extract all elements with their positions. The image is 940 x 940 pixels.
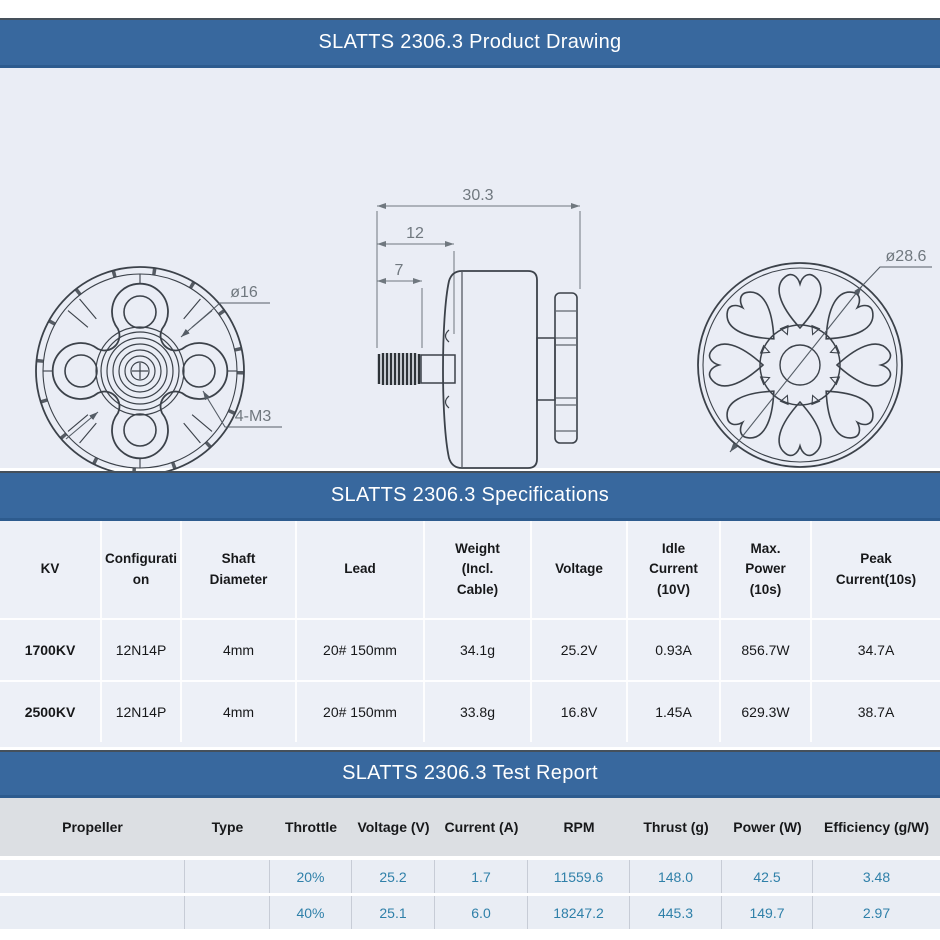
test-value-efficiency-g-w: 2.97 [862,904,891,921]
test-report-banner [0,750,940,798]
test-row-2 [0,896,940,929]
specifications-table [0,521,940,747]
test-value-rpm: 18247.2 [528,896,630,929]
test-report-table [0,798,940,932]
spec-row-2500kv [0,680,940,742]
spec-col-max-power-10s: Max. Power (10s) [721,521,812,618]
test-value-current-a: 1.7 [435,860,528,893]
test-value-voltage-v: 25.2 [352,860,435,893]
test-col-current-a: Current (A) [444,818,519,835]
test-col-thrust-g: Thrust (g) [643,818,709,835]
spec-header-row [0,521,940,618]
test-value-type [185,896,270,929]
test-value-throttle: 40% [270,896,352,929]
spec-value-lead: 20# 150mm [297,620,425,680]
product-drawing-area [0,68,940,468]
spec-col-voltage: Voltage [532,521,628,618]
test-value-current-a: 6.0 [435,896,528,929]
front-bolt-label: 4-M3 [234,408,272,425]
test-col-power-w: Power (W) [733,818,802,835]
test-header-row [0,798,940,856]
test-value-throttle: 20% [270,860,352,893]
test-col-propeller: Propeller [62,818,123,835]
test-col-rpm: RPM [563,818,595,835]
test-col-type: Type [211,818,244,835]
rear-view-drawing [678,240,940,500]
side-dim-shaft: 7 [394,262,404,279]
spec-value-peak-current-10s: 38.7A [857,704,895,720]
test-value-power-w: 149.7 [722,896,813,929]
test-col-throttle: Throttle [284,818,338,835]
front-view-drawing [20,251,290,491]
test-value-rpm: 11559.6 [528,860,630,893]
spec-col-configuration: Configuration [102,521,182,618]
spec-col-lead: Lead [297,521,425,618]
spec-value-max-power-10s: 856.7W [721,620,812,680]
spec-row-1700kv [0,618,940,680]
specifications-banner [0,471,940,521]
test-value-efficiency-g-w: 3.48 [862,868,891,885]
side-dim-total: 30.3 [462,187,494,204]
test-value-thrust-g: 148.0 [630,860,722,893]
spec-value-shaft-diameter: 4mm [182,682,297,742]
test-value-thrust-g: 445.3 [630,896,722,929]
spec-col-idle-current-10v: Idle Current (10V) [628,521,721,618]
spec-value-lead: 20# 150mm [297,682,425,742]
spec-value-configuration: 12N14P [102,620,182,680]
spec-value-voltage: 25.2V [532,620,628,680]
spec-value-kv: 1700KV [0,620,102,680]
spec-col-peak-current-10s: Peak Current(10s) [835,551,917,587]
test-value-power-w: 42.5 [722,860,813,893]
specifications-title: SLATTS 2306.3 Specifications [330,484,610,506]
test-value-type [185,860,270,893]
spec-value-shaft-diameter: 4mm [182,620,297,680]
test-value-propeller [0,896,185,929]
spec-value-max-power-10s: 629.3W [721,682,812,742]
spec-value-idle-current-10v: 1.45A [628,682,721,742]
front-diameter-label: ø16 [230,284,258,301]
spec-value-idle-current-10v: 0.93A [628,620,721,680]
spec-value-peak-current-10s: 34.7A [857,642,895,658]
test-report-title: SLATTS 2306.3 Test Report [342,762,598,784]
test-col-efficiency-g-w: Efficiency (g/W) [823,818,929,835]
side-view-drawing [358,186,593,478]
product-drawing-banner [0,18,940,68]
test-col-voltage-v: Voltage (V) [357,818,430,835]
test-value-voltage-v: 25.1 [352,896,435,929]
spec-value-weight-incl-cable: 33.8g [425,682,532,742]
spec-value-voltage: 16.8V [532,682,628,742]
product-drawing-title: SLATTS 2306.3 Product Drawing [318,31,622,53]
spec-col-shaft-diameter: Shaft Diameter [182,521,297,618]
test-body [0,860,940,929]
spec-body [0,618,940,742]
side-dim-mid: 12 [406,225,424,242]
spec-value-configuration: 12N14P [102,682,182,742]
test-value-propeller [0,860,185,893]
test-row-1 [0,860,940,893]
rear-diameter-label: ø28.6 [885,248,927,265]
spec-value-weight-incl-cable: 34.1g [425,620,532,680]
spec-col-weight-incl-cable: Weight (Incl. Cable) [425,521,532,618]
spec-value-kv: 2500KV [0,682,102,742]
spec-col-kv: KV [0,521,102,618]
